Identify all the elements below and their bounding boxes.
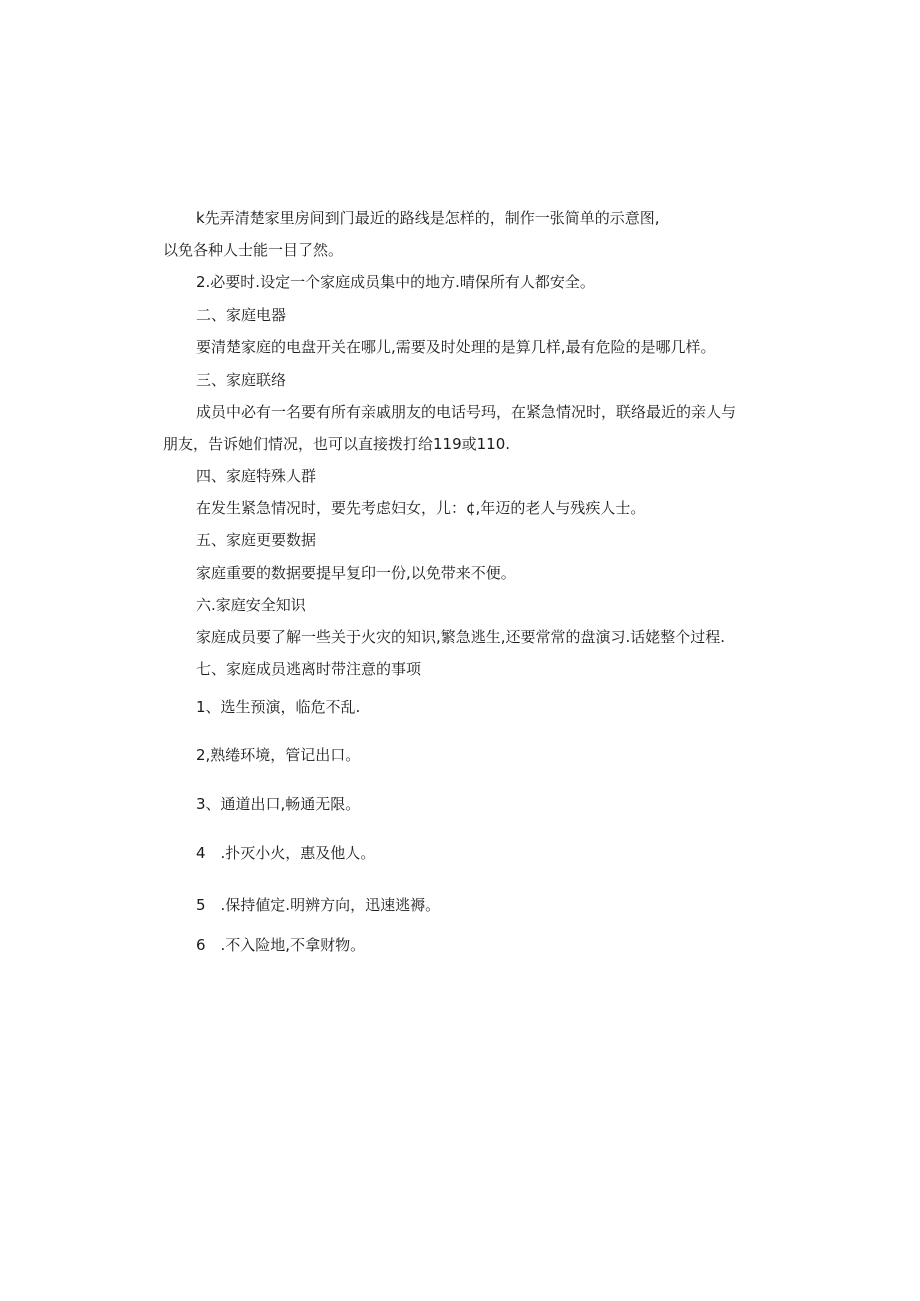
text-line: k先弄清楚家里房间到门最近的路线是怎样的，制作一张简单的示意图, xyxy=(196,209,660,227)
text-line: 以免各种人士能一目了然。 xyxy=(163,241,344,259)
section-heading: 七、家庭成员逃离时带注意的事项 xyxy=(196,660,422,678)
list-item: 1、选生预演，临危不乱. xyxy=(196,698,361,716)
text-line: 家庭成员要了解一些关于火灾的知识,繁急逃生,还要常常的盘演习.话姥整个过程. xyxy=(196,628,726,646)
section-heading: 六.家庭安全知识 xyxy=(196,596,306,614)
section-heading: 二、家庭电器 xyxy=(196,306,287,324)
text-line: 成员中必有一名要有所有亲戚朋友的电话号玛，在紧急情况时，联络最近的亲人与 xyxy=(196,403,737,421)
section-heading: 三、家庭联络 xyxy=(196,371,287,389)
section-heading: 五、家庭更要数据 xyxy=(196,531,317,549)
text-line: 家庭重要的数据要提早复印一份,以免带来不便。 xyxy=(196,564,516,582)
text-line: 在发生紧急情况时，要先考虑妇女，儿：¢,年迈的老人与残疾人士。 xyxy=(196,499,646,517)
text-line: 朋友，告诉她们情况，也可以直接拨打给119或110. xyxy=(163,435,511,453)
list-item: 3、通道出口,畅通无限。 xyxy=(196,795,361,813)
list-item: 5 .保持値定.明辨方向，迅速逃褥。 xyxy=(196,896,441,914)
list-item: 4 .扑灭小火，惠及他人。 xyxy=(196,844,376,862)
list-item: 2,熟绻环境，管记出口。 xyxy=(196,746,361,764)
text-line: 要清楚家庭的电盘开关在哪儿,需要及时处理的是算几样,最有危险的是哪几样。 xyxy=(196,338,716,356)
text-line: 2.必要时.设定一个家庭成员集中的地方.晴保所有人都安全。 xyxy=(196,273,595,291)
section-heading: 四、家庭特殊人群 xyxy=(196,467,317,485)
list-item: 6 .不入险地,不拿财物。 xyxy=(196,936,366,954)
